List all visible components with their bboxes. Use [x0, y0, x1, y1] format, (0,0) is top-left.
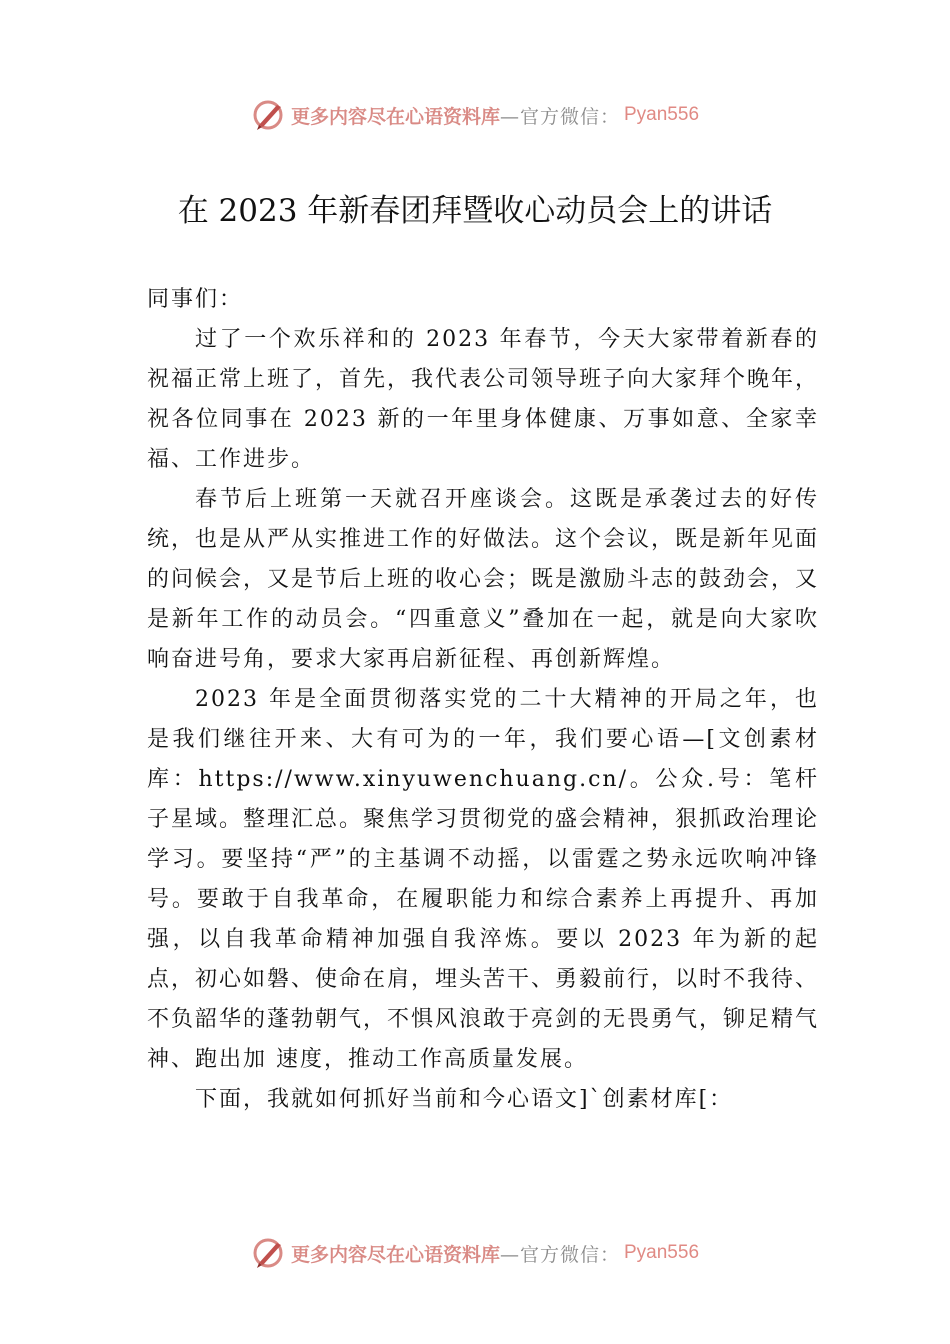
paragraph: 下面，我就如何抓好当前和今心语文]`创素材库[：: [195, 1087, 734, 1112]
document-body: [147, 280, 819, 1120]
header-banner: [0, 95, 950, 135]
paragraph: 春节后上班第一天就召开座谈会。这既是承袭过去的好传统，也是从严从实推进工作的好做法。这个会议，既是新年见面的问候会，又是节后上班的收心会；既是激励斗志的鼓劲会，又是新年工作的动员会。“四重意义”叠加在一起，就是向大家吹响奋进号角，要求大家再启新征程、再创新辉煌。: [147, 487, 820, 672]
salutation: 同事们：: [147, 287, 244, 312]
banner-text-wechat-id: Pyan556: [624, 1242, 700, 1263]
pen-logo-icon: [251, 1235, 287, 1271]
footer-banner: [0, 1233, 950, 1273]
pen-logo-icon: [251, 97, 287, 133]
banner-text-wechat-label: —官方微信：: [499, 105, 620, 128]
banner-text-main: 更多内容尽在心语资料库: [290, 105, 500, 128]
paragraph: 过了一个欢乐祥和的 2023 年春节，今天大家带着新春的祝福正常上班了，首先，我代表公司领导班子向大家拜个晚年，祝各位同事在 2023 新的一年里身体健康、万事如意、全家幸福、工作进步。: [147, 327, 820, 472]
banner-text-wechat-id: Pyan556: [624, 104, 700, 125]
paragraph: 2023 年是全面贯彻落实党的二十大精神的开局之年，也是我们继往开来、大有可为的一年，我们要心语—[文创素材库：https://www.xinyuwenchuang.cn/。公众.号：笔杆子星域。整理汇总。聚焦学习贯彻党的盛会精神，狠抓政治理论学习。要坚持“严”的主基调不动摇，以雷霆之势永远吹响冲锋号。要敢于自我革命，在履职能力和综合素养上再提升、再加强，以自我革命精神加强自我淬炼。要以 2023 年为新的起点，初心如磐、使命在肩，埋头苦干、勇毅前行，以时不我待、不负韶华的蓬勃朝气，不惧风浪敢于亮剑的无畏勇气，铆足精气神、跑出加 速度，推动工作高质量发展。: [147, 687, 820, 1072]
page-title: 在 2023 年新春团拜暨收心动员会上的讲话: [177, 193, 773, 229]
banner-text-main: 更多内容尽在心语资料库: [290, 1243, 500, 1266]
banner-text-wechat-label: —官方微信：: [499, 1243, 620, 1266]
